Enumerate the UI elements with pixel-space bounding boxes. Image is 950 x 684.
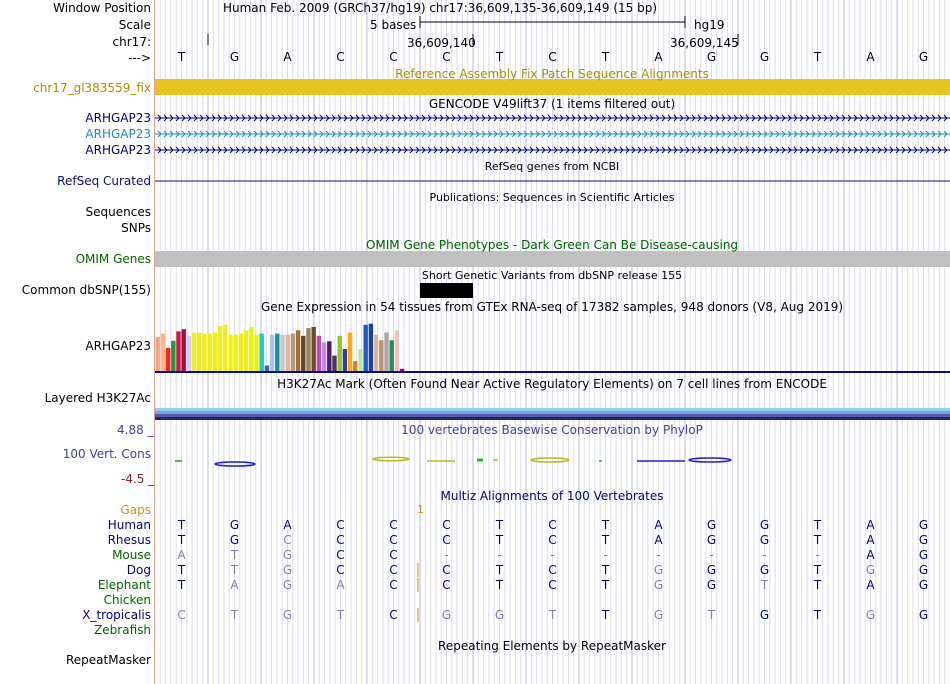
gtex-tissue-bar [332,356,336,371]
base-letter: A [866,50,875,64]
gtex-tissue-bar [322,342,326,371]
gtex-tissue-bar [343,349,347,371]
alignment-base: G [759,518,770,532]
base-letter: A [283,50,292,64]
gtex-tissue-bar [166,348,170,371]
alignment-base: C [442,578,451,592]
base-letter: C [442,50,451,64]
alignment-base: T [707,608,716,622]
fix-patch-label[interactable]: chr17_gl383559_fix [33,81,151,95]
alignment-base: - [656,548,661,562]
base-letter: T [813,50,822,64]
alignment-base: C [548,563,557,577]
base-letter: G [918,50,929,64]
species-label-zebrafish[interactable]: Zebrafish [94,623,151,637]
alignment-base: T [601,563,610,577]
track-label-column [0,0,154,684]
gtex-tissue-bar [317,336,321,371]
coord-label-2: 36,609,145 [670,36,739,50]
gtex-tissue-bar [239,334,243,371]
gencode-gene-label-3[interactable]: ARHGAP23 [85,143,151,157]
omim-genes-label[interactable]: OMIM Genes [75,252,151,266]
alignment-base: G [865,608,876,622]
alignment-base: C [389,608,398,622]
alignment-base: G [282,548,293,562]
omim-bar [155,251,950,267]
alignment-base: G [918,578,929,592]
fix-patch-title: Reference Assembly Fix Patch Sequence Alignments [395,67,709,81]
gtex-tissue-bar [275,334,279,371]
gtex-tissue-bar [187,336,191,371]
alignment-base: C [283,533,292,547]
alignment-base: G [865,563,876,577]
alignment-base: A [866,518,875,532]
alignment-base: T [760,578,769,592]
alignment-base: T [495,518,504,532]
alignment-base: - [497,548,502,562]
gtex-tissue-bar [171,341,175,371]
alignment-base: G [759,608,770,622]
gaps-label[interactable]: Gaps [120,503,151,517]
alignment-base: T [177,533,186,547]
alignment-base: T [230,563,239,577]
gtex-tissue-bar [244,330,248,371]
alignment-base: G [918,548,929,562]
alignment-base: - [603,548,608,562]
gtex-tissue-bar [249,327,253,371]
alignment-base: G [229,533,240,547]
alignment-base: T [177,578,186,592]
multiz-title: Multiz Alignments of 100 Vertebrates [440,489,664,503]
gtex-tissue-bar [270,335,274,371]
snps-label[interactable]: SNPs [121,221,151,235]
gtex-tissue-bar [218,326,222,371]
gtex-tissue-bar [254,335,258,371]
dbsnp-title: Short Genetic Variants from dbSNP release 155 [421,269,683,282]
chrom-label: chr17: [112,35,151,49]
gtex-tissue-bar [161,334,165,371]
alignment-base: C [336,518,345,532]
alignment-base: T [548,608,557,622]
dbsnp-variant [420,283,473,298]
cons-max-label: 4.88 _ [117,423,154,437]
alignment-base: C [389,578,398,592]
alignment-base: G [282,608,293,622]
alignment-base: G [653,578,664,592]
gtex-tissue-bar [291,334,295,371]
gap-count: 1 [417,503,424,516]
alignment-base: C [548,578,557,592]
gtex-tissue-bar [176,331,180,371]
alignment-base: T [813,608,822,622]
gtex-tissue-bar [384,333,388,372]
base-letter: G [759,50,770,64]
gtex-tissue-bar [395,330,399,371]
base-letter: T [177,50,186,64]
alignment-base: C [389,563,398,577]
alignment-base: T [495,563,504,577]
gtex-tissue-bar [338,336,342,371]
gtex-tissue-bar [234,335,238,371]
alignment-base: G [282,563,293,577]
gtex-tissue-bar [265,366,269,372]
alignment-base: G [918,533,929,547]
gtex-tissue-bar [192,333,196,372]
alignment-base: A [336,578,345,592]
alignment-base: G [918,563,929,577]
alignment-base: G [706,563,717,577]
h3k27ac-label[interactable]: Layered H3K27Ac [44,391,151,405]
gtex-tissue-bar [348,333,352,372]
alignment-base: T [230,548,239,562]
window-position-label: Window Position [53,1,151,15]
alignment-base: - [762,548,767,562]
strand-arrow-label: ---> [127,51,151,65]
alignment-base: A [866,548,875,562]
alignment-base: A [654,518,663,532]
alignment-base: G [706,578,717,592]
alignment-base: C [389,518,398,532]
refseq-curated-label[interactable]: RefSeq Curated [57,174,151,188]
alignment-base: T [601,578,610,592]
alignment-base: G [653,608,664,622]
fix-patch-bar [155,79,950,95]
refseq-title: RefSeq genes from NCBI [484,160,620,173]
gtex-tissue-bar [327,341,331,371]
gtex-tissue-bar [202,334,206,371]
alignment-base: T [177,518,186,532]
coord-label-1: 36,609,140 [407,36,476,50]
alignment-base: C [442,563,451,577]
alignment-base: T [601,608,610,622]
h3k27ac-title: H3K27Ac Mark (Often Found Near Active Regulatory Elements) on 7 cell lines from ENCODE [277,377,827,391]
repeatmasker-title: Repeating Elements by RepeatMasker [438,639,666,653]
base-letter: T [601,50,610,64]
alignment-base: C [389,548,398,562]
alignment-base: G [653,563,664,577]
gtex-tissue-bar [197,333,201,372]
repeatmasker-label[interactable]: RepeatMasker [65,653,151,667]
gtex-tissue-bar [286,335,290,371]
alignment-base: A [177,548,186,562]
gtex-tissue-bar [306,328,310,371]
base-letter: C [548,50,557,64]
species-label-mouse[interactable]: Mouse [112,548,151,562]
alignment-base: T [230,608,239,622]
h3k27ac-layer-4 [155,417,950,420]
base-letter: A [654,50,663,64]
gtex-gene-label[interactable]: ARHGAP23 [85,339,151,353]
alignment-base: A [866,533,875,547]
publications-title: Publications: Sequences in Scientific Articles [429,191,675,204]
gtex-tissue-bar [280,335,284,371]
assembly-text: hg19 [694,18,725,32]
gtex-tissue-bar [358,349,362,371]
alignment-base: T [601,518,610,532]
alignment-base: G [441,608,452,622]
window-position-text: Human Feb. 2009 (GRCh37/hg19) chr17:36,609,135-36,609,149 (15 bp) [222,1,658,15]
alignment-base: C [442,518,451,532]
gtex-tissue-bar [296,330,300,371]
gtex-tissue-bar [400,369,404,371]
alignment-base: - [709,548,714,562]
species-label-rhesus[interactable]: Rhesus [107,533,151,547]
alignment-base: - [815,548,820,562]
base-letter: G [229,50,240,64]
gtex-tissue-bar [301,336,305,371]
gencode-title: GENCODE V49lift37 (1 items filtered out) [428,97,676,111]
alignment-base: C [389,533,398,547]
gtex-tissue-bar [379,340,383,371]
dbsnp-label[interactable]: Common dbSNP(155) [21,283,151,297]
alignment-base: G [494,608,505,622]
alignment-base: A [866,578,875,592]
alignment-base: G [706,518,717,532]
gtex-tissue-bar [182,329,186,371]
alignment-base: T [813,563,822,577]
base-letter: C [389,50,398,64]
cons-min-label: -4.5 _ [121,472,155,486]
species-label-dog[interactable]: Dog [126,563,151,577]
gtex-tissue-bar [364,325,368,371]
gtex-tissue-bar [369,324,373,371]
alignment-base: - [444,548,449,562]
alignment-base: C [336,548,345,562]
alignment-base: T [177,563,186,577]
alignment-base: C [336,533,345,547]
alignment-base: T [813,578,822,592]
alignment-base: G [918,608,929,622]
cons-title: 100 vertebrates Basewise Conservation by PhyloP [401,423,703,437]
alignment-base: C [177,608,186,622]
gtex-tissue-bar [260,334,264,371]
gencode-gene-label-2[interactable]: ARHGAP23 [85,127,151,141]
alignment-base: T [495,533,504,547]
omim-title: OMIM Gene Phenotypes - Dark Green Can Be Disease-causing [365,238,739,252]
species-label-human[interactable]: Human [107,518,151,532]
alignment-base: A [283,518,292,532]
species-label-chicken[interactable]: Chicken [103,593,151,607]
alignment-base: A [230,578,239,592]
h3k27ac-layer-1 [155,408,950,411]
alignment-base: G [229,518,240,532]
gtex-tissue-bar [390,340,394,371]
sequences-label[interactable]: Sequences [85,205,151,219]
alignment-base: T [813,533,822,547]
alignment-base: T [495,578,504,592]
alignment-base: G [918,518,929,532]
h3k27ac-layer-2 [155,411,950,414]
alignment-base: T [336,608,345,622]
gtex-tissue-bar [374,335,378,371]
gtex-tissue-bar [312,327,316,371]
species-label-x-tropicalis[interactable]: X_tropicalis [82,608,151,622]
alignment-base: - [550,548,555,562]
gtex-tissue-bar [208,334,212,371]
alignment-base: T [813,518,822,532]
scale-label: Scale [118,18,151,32]
base-letter: G [706,50,717,64]
scale-bar [155,15,950,45]
base-letter: C [336,50,345,64]
alignment-base: G [282,578,293,592]
gencode-gene-label-1[interactable]: ARHGAP23 [85,111,151,125]
alignment-base: G [706,533,717,547]
alignment-base: C [442,533,451,547]
alignment-base: C [548,518,557,532]
alignment-base: T [601,533,610,547]
base-letter: T [495,50,504,64]
alignment-base: A [654,533,663,547]
alignment-base: G [759,533,770,547]
gtex-tissue-bar [213,333,217,372]
scale-text: 5 bases [370,18,417,32]
alignment-base: C [548,533,557,547]
alignment-base: G [759,563,770,577]
gtex-title: Gene Expression in 54 tissues from GTEx RNA-seq of 17382 samples, 948 donors (V8, Aug 2019) [260,300,844,314]
gtex-bar-chart [156,324,405,371]
alignment-base: C [336,563,345,577]
vert-cons-label[interactable]: 100 Vert. Cons [62,447,151,461]
gtex-tissue-bar [228,335,232,371]
gtex-tissue-bar [353,361,357,371]
species-label-elephant[interactable]: Elephant [97,578,151,592]
h3k27ac-layer-3 [155,414,950,417]
gtex-tissue-bar [223,325,227,371]
gtex-tissue-bar [156,337,160,371]
